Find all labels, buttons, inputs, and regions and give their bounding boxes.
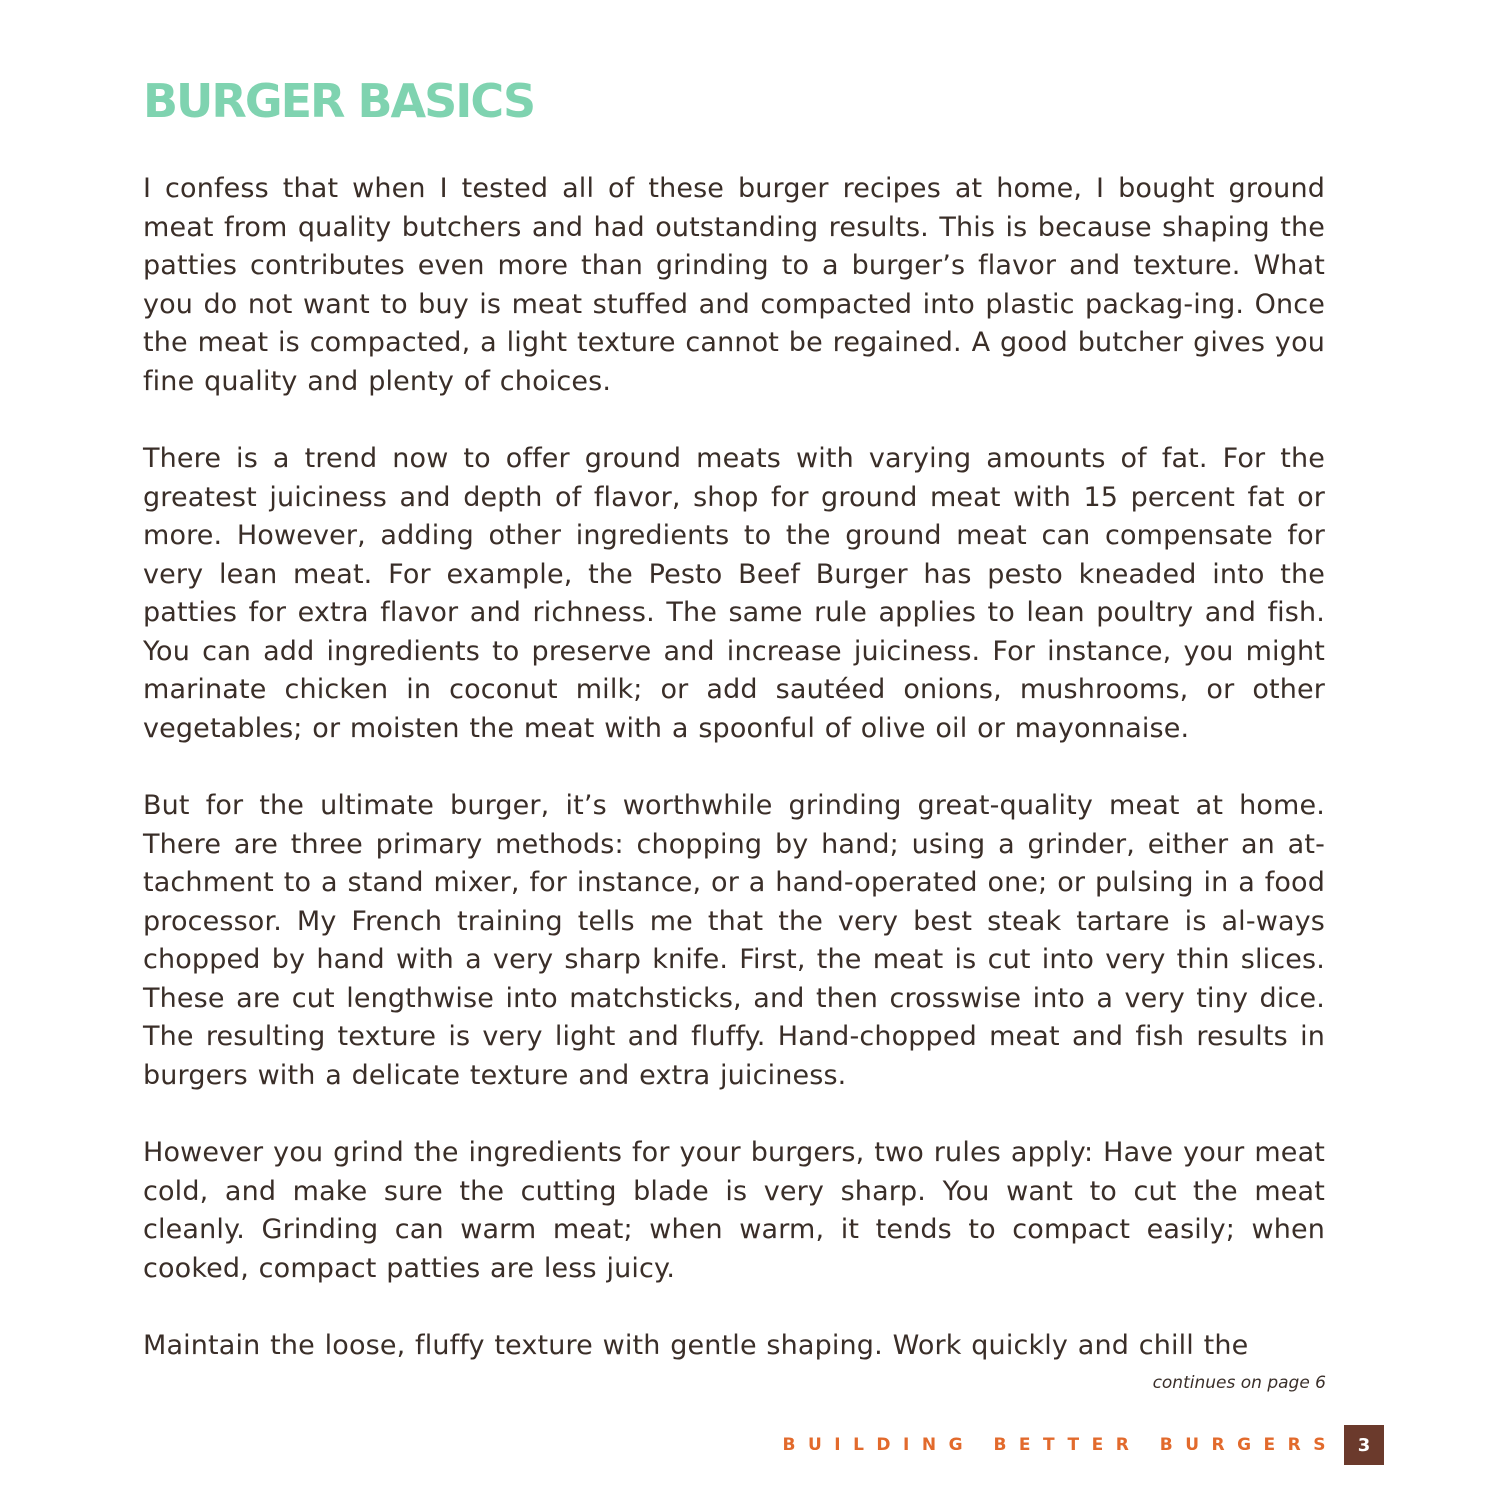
body-text — [143, 170, 1325, 1405]
paragraph-2: There is a trend now to offer ground meats with varying amounts of fat. For the greatest juiciness and depth of flavor, shop for ground meat with 15 percent fat or more. However, adding other ingredients to the ground meat can compensate for very lean meat. For example, the Pesto Beef Burger has pesto kneaded into the patties for extra flavor and richness. The same rule applies to lean poultry and fish. You can add ingredients to preserve and increase juiciness. For instance, you might marinate chicken in coconut milk; or add sautéed onions, mushrooms, or other vegetables; or moisten the meat with a spoonful of olive oil or mayonnaise. — [143, 443, 1325, 744]
page-footer — [783, 1425, 1384, 1465]
paragraph-1: I confess that when I tested all of these burger recipes at home, I bought ground meat from quality butchers and had outstanding results. This is because shaping the patties contributes even more than grinding to a burger’s flavor and texture. What you do not want to buy is meat stuffed and compacted into plastic packag-ing. Once the meat is compacted, a light texture cannot be regained. A good butcher gives you fine quality and plenty of choices. — [143, 173, 1325, 397]
continues-note: continues on page 6 — [1152, 1373, 1326, 1393]
paragraph-5: Maintain the loose, fluffy texture with gentle shaping. Work quickly and chill the — [143, 1330, 1249, 1361]
paragraph-4: However you grind the ingredients for your burgers, two rules apply: Have your meat cold, and make sure the cutting blade is very sharp. You want to cut the meat cleanly. Grinding can warm meat; when warm, it tends to compact easily; when cooked, compact patties are less juicy. — [143, 1137, 1325, 1284]
running-head: BUILDING BETTER BURGERS — [782, 1435, 1338, 1455]
page-number: 3 — [1344, 1425, 1384, 1465]
section-heading: BURGER BASICS — [143, 74, 535, 128]
paragraph-3: But for the ultimate burger, it’s worthwhile grinding great-quality meat at home. There are three primary methods: chopping by hand; using a grinder, either an at-tachment to a stand mixer, for instance, or a hand-operated one; or pulsing in a food processor. My French training tells me that the very best steak tartare is al-ways chopped by hand with a very sharp knife. First, the meat is cut into very thin slices. These are cut lengthwise into matchsticks, and then crosswise into a very tiny dice. The resulting texture is very light and fluffy. Hand-chopped meat and fish results in burgers with a delicate texture and extra juiciness. — [143, 790, 1325, 1091]
